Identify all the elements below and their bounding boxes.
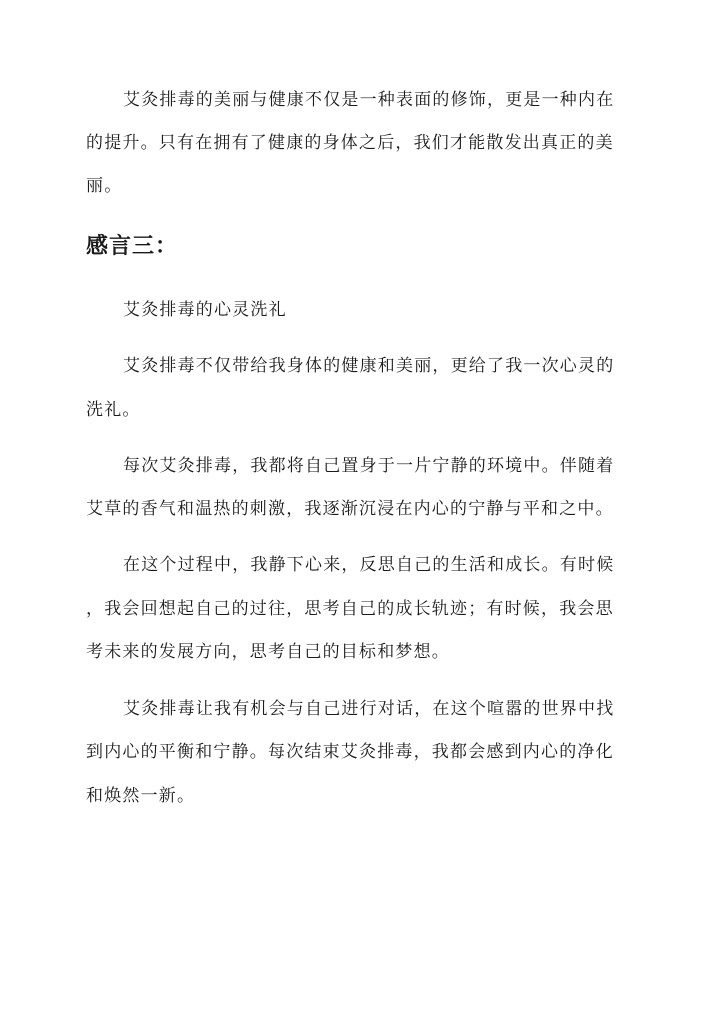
paragraph-4-line-3: 考未来的发展方向，思考自己的目标和梦想。 bbox=[86, 642, 450, 662]
paragraph-4-line-2: ，我会回想起自己的过往，思考自己的成长轨迹；有时候，我会思 bbox=[86, 599, 614, 619]
paragraph-5-line-1: 艾灸排毒让我有机会与自己进行对话，在这个喧嚣的世界中找 bbox=[123, 699, 615, 719]
paragraph-1-line-2: 的提升。只有在拥有了健康的身体之后，我们才能散发出真正的美 bbox=[86, 133, 614, 153]
paragraph-2-line-1: 艾灸排毒不仅带给我身体的健康和美丽，更给了我一次心灵的 bbox=[123, 356, 615, 376]
paragraph-3-line-2: 艾草的香气和温热的刺激，我逐渐沉浸在内心的宁静与平和之中。 bbox=[86, 499, 614, 519]
section-subtitle: 艾灸排毒的心灵洗礼 bbox=[123, 300, 287, 320]
paragraph-5-line-2: 到内心的平衡和宁静。每次结束艾灸排毒，我都会感到内心的净化 bbox=[86, 742, 614, 762]
paragraph-4-line-1: 在这个过程中，我静下心来，反思自己的生活和成长。有时候 bbox=[123, 555, 615, 575]
paragraph-2-line-2: 洗礼。 bbox=[86, 400, 141, 420]
paragraph-5-line-3: 和焕然一新。 bbox=[86, 786, 196, 806]
paragraph-3-line-1: 每次艾灸排毒，我都将自己置身于一片宁静的环境中。伴随着 bbox=[123, 456, 615, 476]
section-heading: 感言三： bbox=[86, 233, 179, 259]
paragraph-1-line-1: 艾灸排毒的美丽与健康不仅是一种表面的修饰，更是一种内在 bbox=[123, 90, 615, 110]
paragraph-1-line-3: 丽。 bbox=[86, 176, 123, 196]
